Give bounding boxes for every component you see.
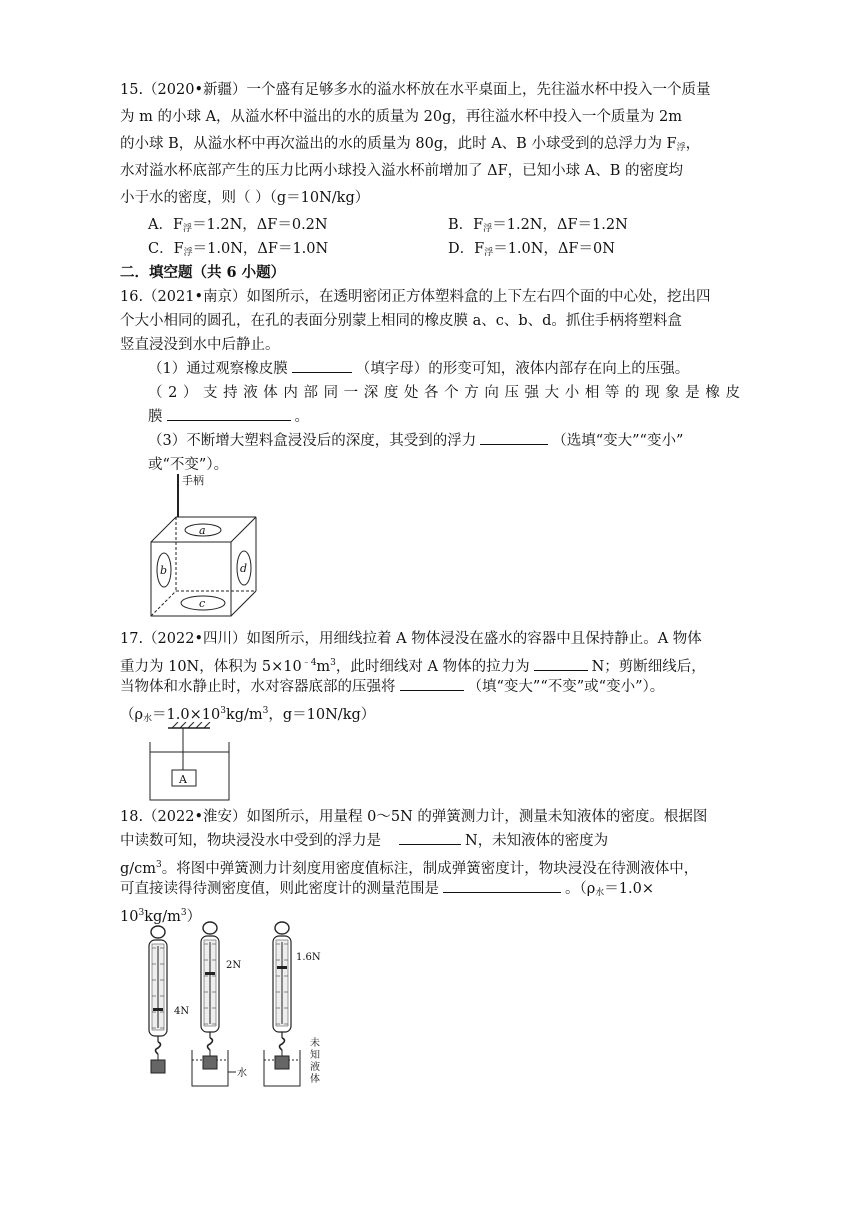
label-c: c — [199, 597, 206, 610]
q17-line-3-text: 当物体和水静止时，水对容器底部的压强将 — [120, 679, 396, 695]
q17-line-3 — [120, 676, 740, 698]
q18-line-4 — [120, 878, 740, 904]
q16-part-1-text: （1）通过观察橡皮膜 — [148, 361, 288, 377]
q18-line-2 — [120, 830, 740, 852]
unknown-label-3: 液 — [310, 1062, 320, 1073]
q17-blank-2[interactable] — [400, 676, 464, 691]
section-2-title: 二．填空题（共 6 小题） — [120, 264, 286, 281]
q18-line-2-text: 中读数可知，物块浸没水中受到的浮力是 — [120, 833, 381, 849]
q16-part-2-end: 。 — [294, 409, 309, 425]
q18-unit: g/cm — [120, 861, 157, 877]
q18-line-3 — [120, 854, 740, 880]
scale-3 — [264, 922, 300, 1086]
q16-blank-3[interactable] — [480, 430, 548, 445]
q17-line-2 — [120, 652, 740, 678]
block-a-label: A — [179, 773, 187, 786]
q16-blank-2[interactable] — [167, 406, 291, 421]
q18-density-unit-exp: 3 — [180, 908, 187, 918]
option-a-post: ＝1.2N，ΔF＝0.2N — [192, 217, 328, 233]
option-a-sub: 浮 — [183, 224, 193, 234]
q16-part-2: （2）支持液体内部同一深度处各个方向压强大小相等的现象是橡皮 — [148, 385, 740, 401]
q17-rho: （ρ — [120, 707, 144, 723]
unknown-label-1: 未 — [310, 1038, 320, 1049]
option-c-post: ＝1.0N，ΔF＝1.0N — [192, 241, 329, 257]
q18-rho: 。（ρ — [565, 881, 596, 897]
q17-line-2-end: N；剪断细线后， — [591, 659, 706, 675]
q15-line-3-end: ， — [685, 136, 701, 152]
q17-rho-sub: 水 — [143, 714, 153, 724]
unknown-label-4: 体 — [310, 1074, 320, 1085]
q15-subscript: 浮 — [676, 143, 686, 153]
q15-line-3-text: 的小球 B，从溢水杯中再次溢出的水的质量为 80g，此时 A、B 小球受到的总浮力为 F — [120, 136, 677, 152]
q18-unit-exp: 3 — [156, 860, 162, 870]
option-b-post: ＝1.2N，ΔF＝1.2N — [492, 217, 628, 233]
q18-line-2-end: N，未知液体的密度为 — [465, 833, 609, 849]
q17-exponent: ﹣4 — [301, 658, 317, 668]
q15-option-a[interactable] — [148, 214, 328, 240]
q16-cube-figure — [145, 470, 285, 620]
q15-line-5: 小于水的密度，则（ ）（g＝10N/kg） — [120, 190, 370, 206]
label-b: b — [160, 564, 168, 577]
option-c-sub: 浮 — [183, 248, 193, 258]
q17-density: ＝1.0×10 — [152, 707, 221, 723]
water-label: 水 — [237, 1068, 247, 1079]
q18-blank-2[interactable] — [443, 878, 561, 893]
option-d-sub: 浮 — [484, 248, 494, 258]
q17-line-2-mid: ，此时细线对 A 物体的拉力为 — [335, 659, 530, 675]
option-b-pre: B．F — [448, 217, 484, 233]
q16-part-3-tail: （选填“变大”“变小” — [552, 433, 684, 449]
q17-line-1: 17.（2022•四川）如图所示，用细线拉着 A 物体浸没在盛水的容器中且保持静止。A 物体 — [120, 631, 702, 647]
reading-4n: 4N — [174, 1006, 190, 1017]
q17-density-unit-exp: 3 — [262, 706, 269, 716]
label-d: d — [240, 562, 248, 575]
q18-line-3-text: 。将图中弹簧测力计刻度用密度值标注，制成弹簧密度计，物块浸没在待测液体中， — [161, 861, 699, 877]
q16-part-2-label: 膜 — [148, 409, 163, 425]
option-b-sub: 浮 — [483, 224, 493, 234]
option-a-pre: A．F — [148, 217, 184, 233]
q15-line-2: 为 m 的小球 A，从溢水杯中溢出的水的质量为 20g，再往溢水杯中投入一个质量为 2m — [120, 109, 682, 125]
unknown-label-2: 知 — [310, 1050, 320, 1061]
q17-unit: m — [316, 659, 331, 675]
q18-blank-1[interactable] — [399, 830, 461, 845]
q18-line-4-text: 可直接读得待测密度值，则此密度计的测量范围是 — [120, 881, 439, 897]
q17-density-exp: 3 — [220, 706, 226, 716]
q15-option-b[interactable] — [448, 214, 628, 240]
q16-part-2-cont — [148, 406, 740, 428]
q17-line-2-text: 重力为 10N，体积为 5×10 — [120, 659, 302, 675]
q15-line-4: 水对溢水杯底部产生的压力比两小球投入溢水杯前增加了 ΔF，已知小球 A、B 的密度均 — [120, 163, 683, 179]
q16-line-2: 个大小相同的圆孔，在孔的表面分别蒙上相同的橡皮膜 a、c、b、d。抓住手柄将塑料盒 — [120, 313, 682, 329]
q16-line-3: 竖直浸没到水中后静止。 — [120, 337, 280, 353]
q18-density: ＝1.0× — [604, 881, 655, 897]
q18-line-1: 18.（2022•淮安）如图所示，用量程 0～5N 的弹簧测力计，测量未知液体的密度。根据图 — [120, 809, 708, 825]
scale-2 — [192, 922, 228, 1086]
option-d-post: ＝1.0N，ΔF＝0N — [493, 241, 615, 257]
reading-2n: 2N — [226, 960, 242, 971]
q18-spring-scale-figure — [140, 920, 340, 1090]
q18-density-exp: 3 — [138, 908, 145, 918]
q16-part-1 — [148, 358, 740, 380]
option-c-pre: C．F — [148, 241, 184, 257]
q15-line-1: 15.（2020•新疆）一个盛有足够多水的溢水杯放在水平桌面上，先往溢水杯中投入一个质量 — [120, 82, 711, 98]
reading-1-6n: 1.6N — [296, 952, 321, 963]
q16-line-1: 16.（2021•南京）如图所示，在透明密闭正方体塑料盒的上下左右四个面的中心处，挖出四 — [120, 289, 711, 305]
q16-part-3-text: （3）不断增大塑料盒浸没后的深度，其受到的浮力 — [148, 433, 477, 449]
q18-density-unit: kg/m — [144, 909, 181, 925]
handle-label: 手柄 — [182, 474, 204, 487]
option-d-pre: D．F — [448, 241, 485, 257]
q16-part-1-tail: （填字母）的形变可知，液体内部存在向上的压强。 — [355, 361, 690, 377]
q18-rho-sub: 水 — [595, 888, 605, 898]
q15-option-c[interactable] — [148, 238, 328, 264]
label-a: a — [199, 524, 206, 537]
q15-line-3 — [120, 133, 740, 159]
q17-gravity: ，g＝10N/kg） — [268, 707, 376, 723]
q16-part-3 — [148, 430, 740, 452]
q18-line-5-end: ） — [186, 909, 202, 925]
scale-1 — [149, 926, 167, 1073]
q17-density-unit: kg/m — [225, 707, 263, 723]
q17-blank-1[interactable] — [534, 656, 588, 671]
q17-container-figure — [146, 722, 236, 804]
q18-density-cont: 10 — [120, 909, 139, 925]
q17-line-3-end: （填“变大”“不变”或“变小”）。 — [467, 679, 665, 695]
q16-blank-1[interactable] — [292, 358, 352, 373]
q17-unit-exponent: 3 — [330, 658, 336, 668]
q16-part-3-cont: 或“不变”）。 — [148, 457, 229, 473]
q15-option-d[interactable] — [448, 238, 615, 264]
